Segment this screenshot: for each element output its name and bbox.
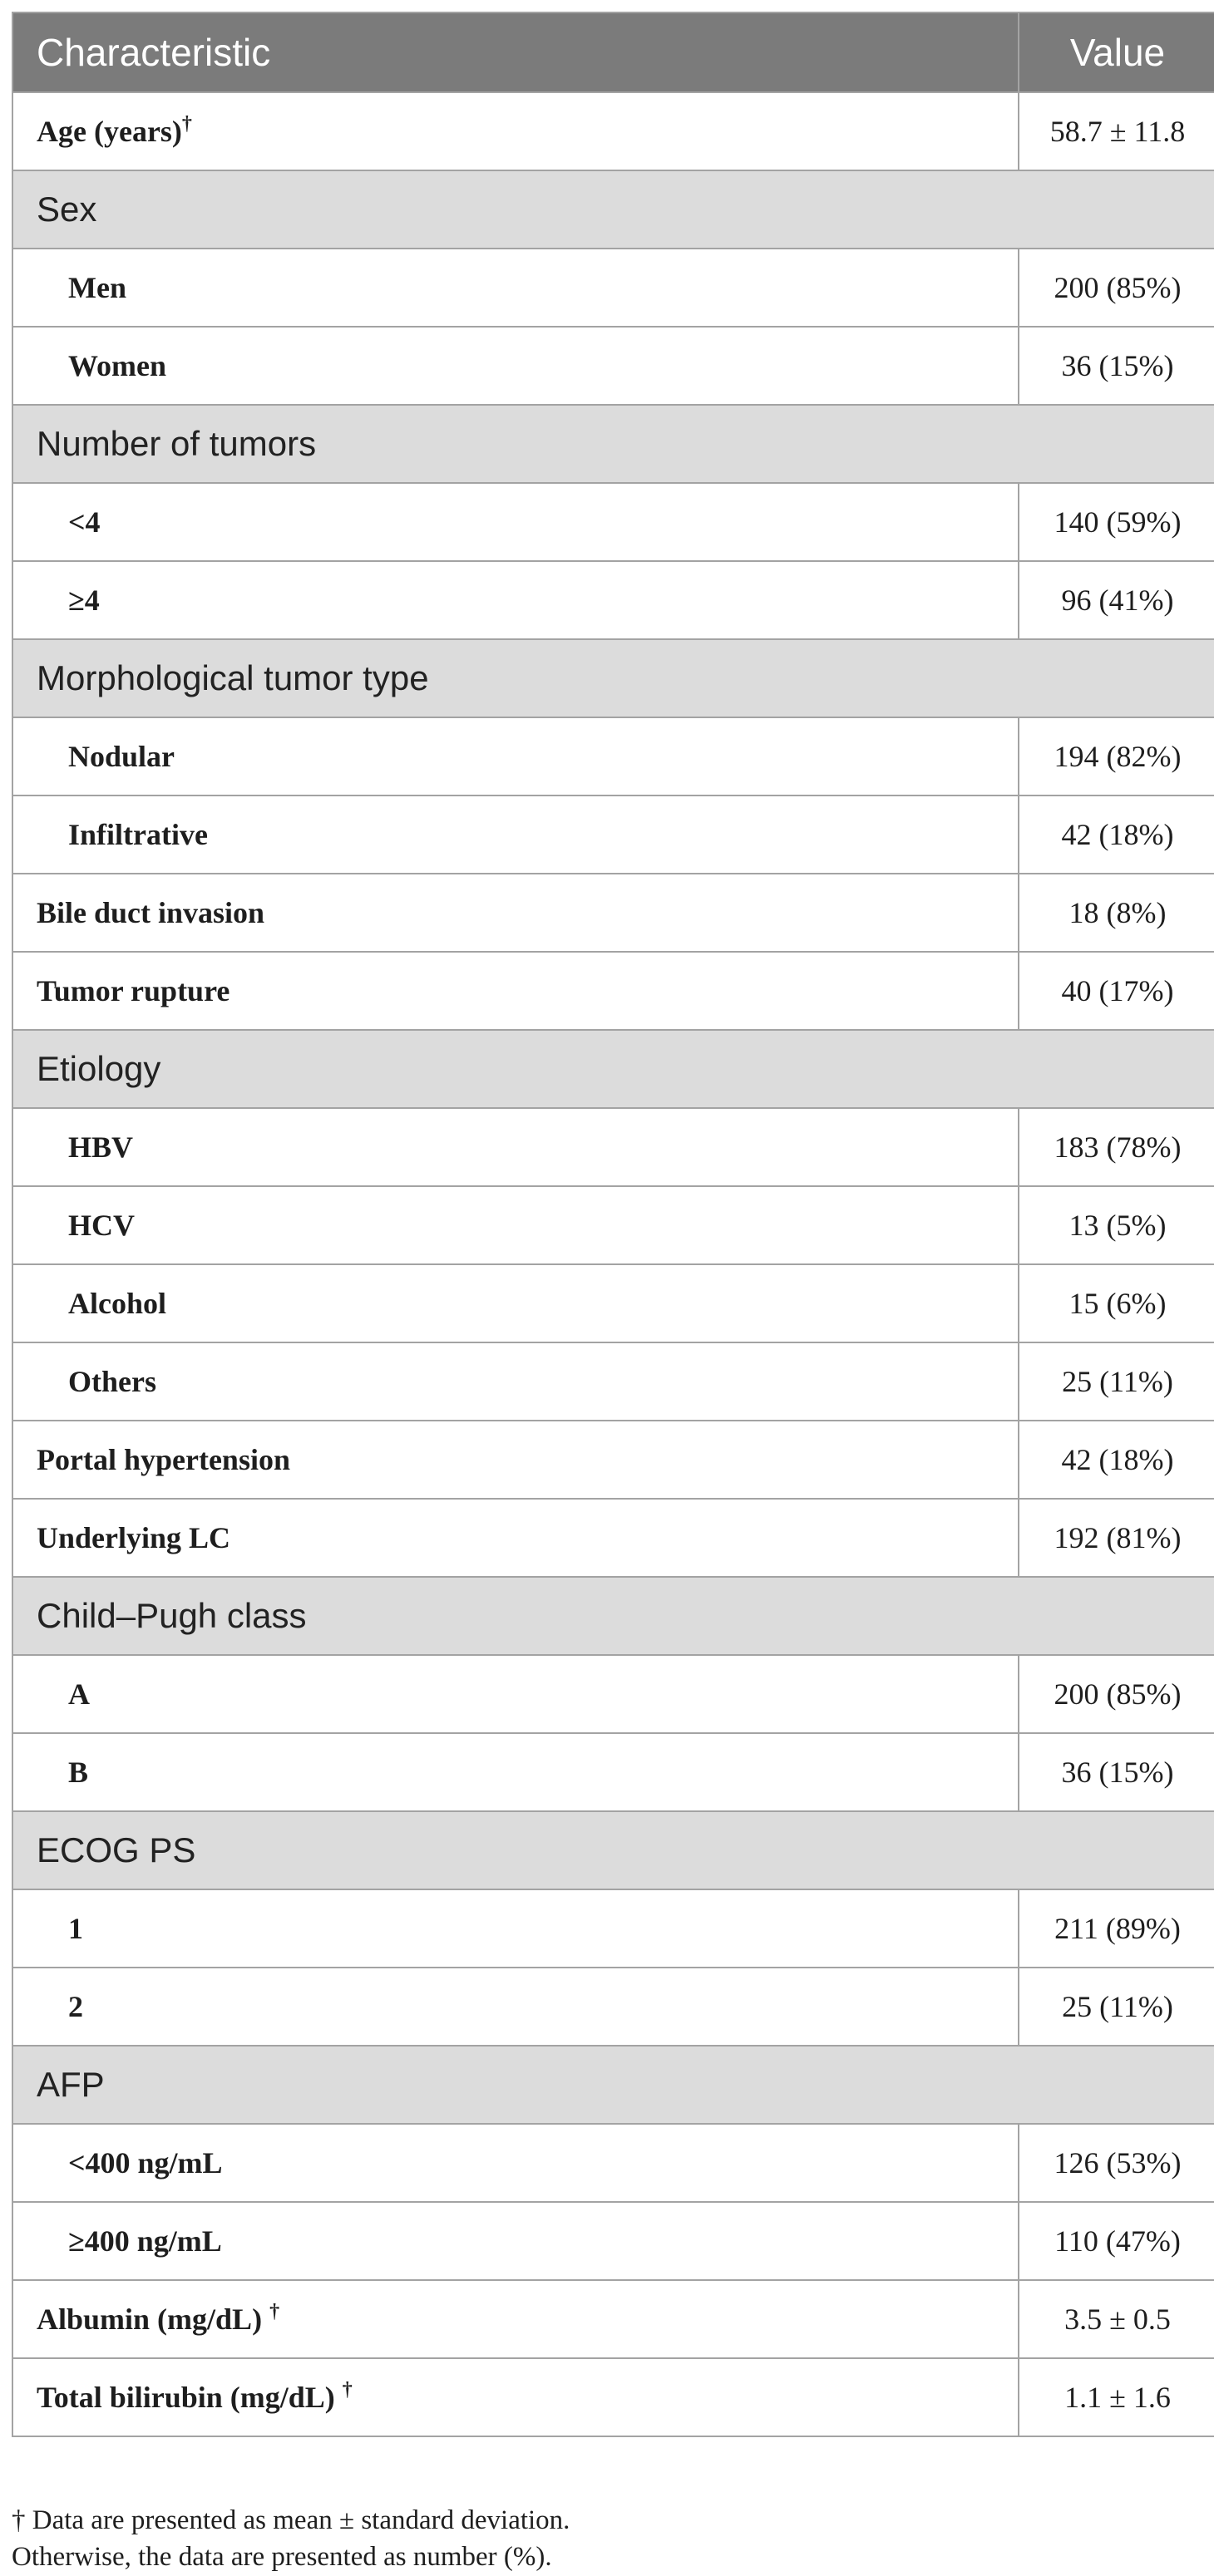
row-label-cell [12,2202,1019,2280]
row-label-cell [12,795,1019,874]
row-label-cell [12,1733,1019,1811]
row-value: 183 (78%) [1019,1108,1214,1186]
row-label: <4 [68,505,101,539]
footnote-mean-sd: † Data are presented as mean ± standard deviation. [12,2505,570,2535]
row-label-cell [12,1968,1019,2046]
row-label: Tumor rupture [37,974,230,1007]
row-value: 25 (11%) [1019,1342,1214,1421]
column-header-value: Value [1019,12,1214,92]
table-header-row [12,12,1214,92]
table-row [12,2124,1214,2202]
row-label-cell [12,1889,1019,1968]
section-header-row [12,405,1214,483]
row-label: Nodular [68,740,175,773]
footnotes [12,2502,1209,2575]
table-row [12,1264,1214,1342]
table-row [12,1889,1214,1968]
row-label-cell [12,2124,1019,2202]
row-label-cell [12,952,1019,1030]
row-value: 18 (8%) [1019,874,1214,952]
row-label: Bile duct invasion [37,896,265,929]
table-row [12,2202,1214,2280]
row-value: 42 (18%) [1019,795,1214,874]
row-label: Age (years) [37,115,182,148]
characteristics-table [12,12,1214,2437]
row-label: <400 ng/mL [68,2146,223,2180]
row-label-cell [12,717,1019,795]
table-row [12,874,1214,952]
row-value: 36 (15%) [1019,327,1214,405]
section-label: Etiology [12,1030,1214,1108]
section-header-row [12,1811,1214,1889]
section-header-row [12,2046,1214,2124]
table-row [12,1499,1214,1577]
row-value: 200 (85%) [1019,249,1214,327]
row-label-cell [12,327,1019,405]
row-label: HCV [68,1209,135,1242]
row-value: 211 (89%) [1019,1889,1214,1968]
table-row [12,249,1214,327]
row-label-cell [12,2358,1019,2436]
row-label: 2 [68,1990,83,2023]
row-value: 40 (17%) [1019,952,1214,1030]
section-label: Sex [12,170,1214,249]
section-label: Child–Pugh class [12,1577,1214,1655]
table-row [12,327,1214,405]
footnote-number-percent: Otherwise, the data are presented as number (%). [12,2542,552,2572]
row-label-cell [12,1421,1019,1499]
section-header-row [12,639,1214,717]
row-label: B [68,1756,89,1789]
row-label: Portal hypertension [37,1443,290,1476]
row-label: Women [68,349,167,382]
row-label: Underlying LC [37,1521,231,1554]
row-label-cell [12,92,1019,170]
section-label: Number of tumors [12,405,1214,483]
dagger-footnote-marker: † [269,2301,280,2322]
section-header-row [12,1030,1214,1108]
row-value: 192 (81%) [1019,1499,1214,1577]
table-row [12,1186,1214,1264]
row-label-cell [12,1264,1019,1342]
row-label: Total bilirubin (mg/dL) [37,2381,343,2414]
row-label-cell [12,561,1019,639]
table-row [12,561,1214,639]
table-row [12,952,1214,1030]
row-label-cell [12,874,1019,952]
section-label: AFP [12,2046,1214,2124]
dagger-footnote-marker: † [342,2379,353,2401]
row-label: Others [68,1365,156,1398]
section-label: Morphological tumor type [12,639,1214,717]
table-row [12,1342,1214,1421]
row-value: 200 (85%) [1019,1655,1214,1733]
table-row [12,1733,1214,1811]
row-value: 36 (15%) [1019,1733,1214,1811]
table-row [12,1968,1214,2046]
row-label: Men [68,271,126,304]
row-value: 1.1 ± 1.6 [1019,2358,1214,2436]
row-label-cell [12,483,1019,561]
row-value: 58.7 ± 11.8 [1019,92,1214,170]
row-label-cell [12,1108,1019,1186]
section-label: ECOG PS [12,1811,1214,1889]
table-row [12,1421,1214,1499]
row-label: Infiltrative [68,818,208,851]
row-value: 96 (41%) [1019,561,1214,639]
section-header-row [12,170,1214,249]
row-label-cell [12,1186,1019,1264]
row-label-cell [12,2280,1019,2358]
section-header-row [12,1577,1214,1655]
row-label-cell [12,1655,1019,1733]
table-row [12,483,1214,561]
row-value: 25 (11%) [1019,1968,1214,2046]
row-label: ≥4 [68,584,100,617]
row-label: HBV [68,1130,134,1164]
row-label-cell [12,249,1019,327]
row-value: 194 (82%) [1019,717,1214,795]
row-label: Albumin (mg/dL) [37,2303,270,2336]
dagger-footnote-marker: † [181,113,192,135]
row-value: 15 (6%) [1019,1264,1214,1342]
row-value: 140 (59%) [1019,483,1214,561]
row-label: A [68,1677,90,1711]
row-label: ≥400 ng/mL [68,2224,222,2258]
row-value: 110 (47%) [1019,2202,1214,2280]
row-label: Alcohol [68,1287,167,1320]
table-row [12,1655,1214,1733]
table-row [12,92,1214,170]
table-row [12,717,1214,795]
table-row [12,795,1214,874]
row-label-cell [12,1499,1019,1577]
table-row [12,1108,1214,1186]
column-header-characteristic: Characteristic [12,12,1019,92]
row-value: 126 (53%) [1019,2124,1214,2202]
table-row [12,2280,1214,2358]
row-value: 42 (18%) [1019,1421,1214,1499]
row-value: 3.5 ± 0.5 [1019,2280,1214,2358]
table-row [12,2358,1214,2436]
row-value: 13 (5%) [1019,1186,1214,1264]
row-label-cell [12,1342,1019,1421]
row-label: 1 [68,1912,83,1945]
table-body [12,92,1214,2436]
